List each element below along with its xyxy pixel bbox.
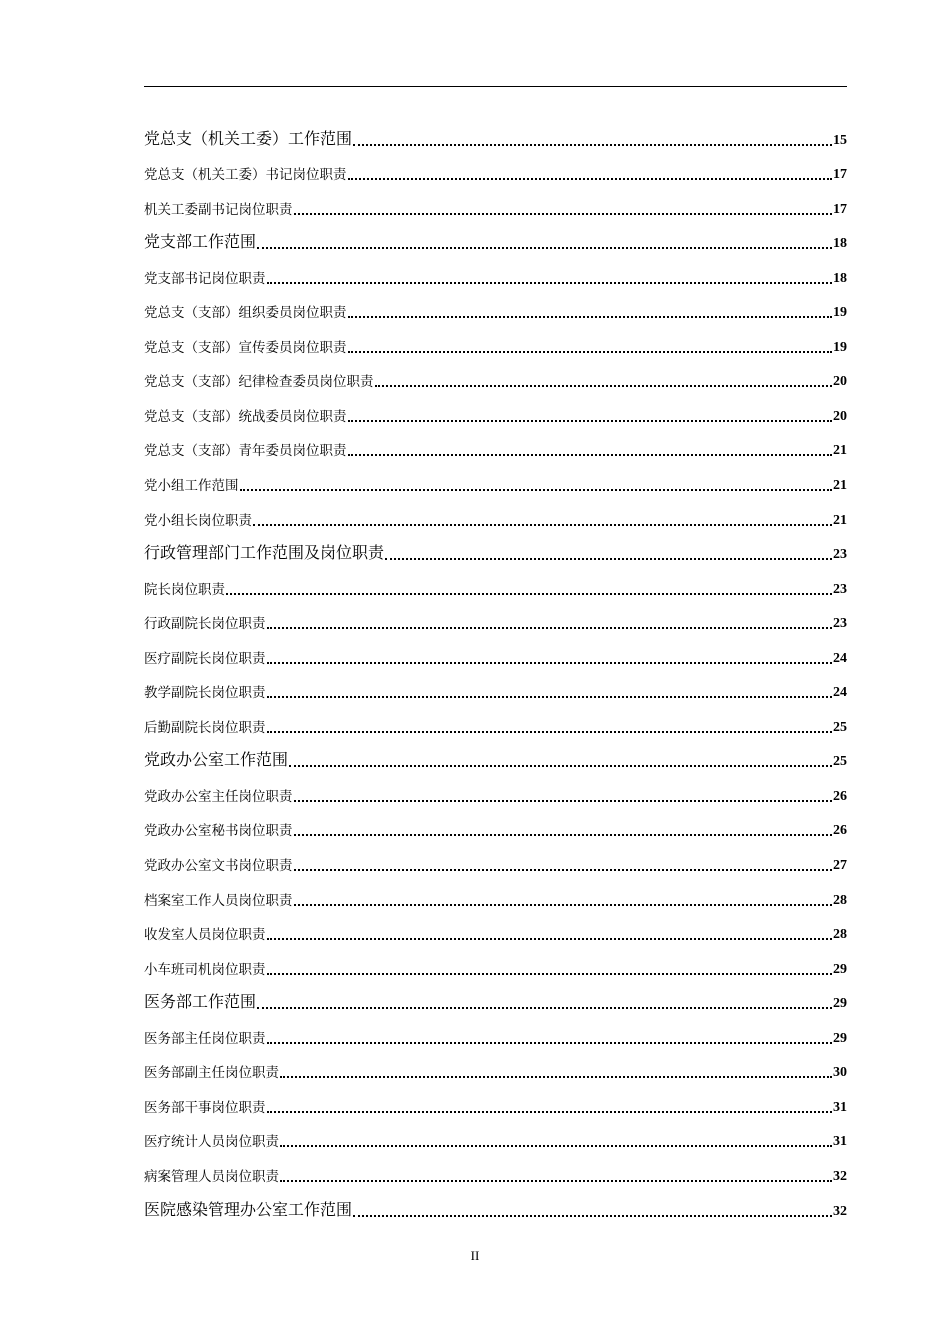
toc-entry-title: 党总支（机关工委）工作范围	[144, 128, 353, 148]
toc-entry[interactable]	[144, 845, 847, 880]
toc-entry-page-number: 19	[833, 305, 847, 321]
toc-entry[interactable]	[144, 293, 847, 328]
toc-entry-title: 病案管理人员岗位职责	[144, 1168, 279, 1185]
toc-entry-page-number: 21	[833, 443, 847, 459]
toc-entry-title: 党支部工作范围	[144, 232, 257, 252]
dot-leader	[267, 1042, 833, 1044]
toc-entry-title: 医务部主任岗位职责	[144, 1030, 266, 1047]
dot-leader	[375, 385, 833, 387]
toc-entry-title: 党政办公室工作范围	[144, 750, 289, 770]
dot-leader	[267, 627, 833, 629]
toc-entry-title: 院长岗位职责	[144, 581, 225, 598]
dot-leader	[294, 834, 833, 836]
dot-leader	[294, 213, 833, 215]
toc-entry-page-number: 20	[833, 374, 847, 390]
toc-entry[interactable]	[144, 638, 847, 673]
toc-entry-title: 党小组工作范围	[144, 478, 239, 495]
dot-leader	[267, 282, 833, 284]
toc-entry-title: 收发室人员岗位职责	[144, 927, 266, 944]
toc-entry[interactable]	[144, 811, 847, 846]
toc-entry-page-number: 17	[833, 167, 847, 183]
toc-entry-page-number: 24	[833, 685, 847, 701]
toc-entry-page-number: 15	[833, 132, 847, 148]
toc-entry-page-number: 29	[833, 961, 847, 977]
toc-entry-title: 档案室工作人员岗位职责	[144, 892, 293, 909]
toc-section-entry[interactable]	[144, 224, 847, 259]
toc-entry[interactable]	[144, 915, 847, 950]
toc-entry-title: 党总支（支部）统战委员岗位职责	[144, 408, 347, 425]
toc-entry-title: 党支部书记岗位职责	[144, 270, 266, 287]
toc-entry[interactable]	[144, 673, 847, 708]
footer-page-number: II	[470, 1248, 480, 1263]
dot-leader	[267, 696, 833, 698]
toc-entry[interactable]	[144, 1122, 847, 1157]
toc-entry-page-number: 27	[833, 858, 847, 874]
toc-entry-page-number: 28	[833, 927, 847, 943]
dot-leader	[289, 765, 832, 767]
dot-leader	[348, 454, 833, 456]
toc-entry-title: 医院感染管理办公室工作范围	[144, 1199, 353, 1219]
toc-entry-page-number: 26	[833, 823, 847, 839]
toc-entry-page-number: 30	[833, 1065, 847, 1081]
toc-entry-title: 行政管理部门工作范围及岗位职责	[144, 543, 385, 563]
dot-leader	[226, 593, 832, 595]
toc-entry[interactable]	[144, 1053, 847, 1088]
toc-entry-page-number: 29	[833, 1030, 847, 1046]
toc-entry[interactable]	[144, 776, 847, 811]
toc-entry[interactable]	[144, 569, 847, 604]
toc-entry-title: 医疗副院长岗位职责	[144, 650, 266, 667]
dot-leader	[267, 1111, 833, 1113]
dot-leader	[240, 489, 833, 491]
toc-entry-title: 医务部工作范围	[144, 992, 257, 1012]
toc-entry[interactable]	[144, 880, 847, 915]
toc-entry[interactable]	[144, 1156, 847, 1191]
dot-leader	[348, 178, 833, 180]
toc-entry[interactable]	[144, 327, 847, 362]
toc-entry-page-number: 25	[833, 719, 847, 735]
toc-entry-title: 机关工委副书记岗位职责	[144, 201, 293, 218]
dot-leader	[267, 938, 833, 940]
dot-leader	[348, 420, 833, 422]
toc-entry-title: 医务部干事岗位职责	[144, 1099, 266, 1116]
dot-leader	[385, 558, 832, 560]
toc-entry-title: 教学副院长岗位职责	[144, 685, 266, 702]
toc-entry-title: 党总支（支部）青年委员岗位职责	[144, 443, 347, 460]
toc-entry-page-number: 17	[833, 201, 847, 217]
dot-leader	[267, 731, 833, 733]
toc-entry-page-number: 19	[833, 339, 847, 355]
header-rule	[144, 86, 847, 87]
toc-entry[interactable]	[144, 465, 847, 500]
toc-entry[interactable]	[144, 155, 847, 190]
toc-entry-title: 党总支（支部）宣传委员岗位职责	[144, 339, 347, 356]
dot-leader	[353, 1215, 832, 1217]
toc-entry[interactable]	[144, 362, 847, 397]
toc-entry-page-number: 18	[833, 236, 847, 252]
toc-entry-title: 党政办公室主任岗位职责	[144, 788, 293, 805]
toc-entry-title: 行政副院长岗位职责	[144, 616, 266, 633]
dot-leader	[253, 524, 832, 526]
toc-entry-page-number: 32	[833, 1168, 847, 1184]
dot-leader	[267, 973, 833, 975]
toc-entry-title: 小车班司机岗位职责	[144, 961, 266, 978]
toc-entry-page-number: 31	[833, 1099, 847, 1115]
toc-entry-page-number: 25	[833, 754, 847, 770]
toc-entry-page-number: 23	[833, 581, 847, 597]
toc-entry-title: 后勤副院长岗位职责	[144, 719, 266, 736]
toc-section-entry[interactable]	[144, 1191, 847, 1226]
toc-entry-title: 医疗统计人员岗位职责	[144, 1134, 279, 1151]
dot-leader	[348, 351, 833, 353]
toc-entry-title: 医务部副主任岗位职责	[144, 1065, 279, 1082]
toc-entry[interactable]	[144, 258, 847, 293]
dot-leader	[257, 1007, 832, 1009]
dot-leader	[280, 1180, 832, 1182]
toc-entry-page-number: 21	[833, 512, 847, 528]
dot-leader	[353, 144, 832, 146]
toc-entry-page-number: 26	[833, 788, 847, 804]
dot-leader	[294, 800, 833, 802]
dot-leader	[257, 247, 832, 249]
toc-section-entry[interactable]	[144, 742, 847, 777]
dot-leader	[294, 904, 833, 906]
toc-entry[interactable]	[144, 1087, 847, 1122]
toc-entry[interactable]	[144, 431, 847, 466]
dot-leader	[267, 662, 833, 664]
toc-entry-title: 党政办公室秘书岗位职责	[144, 823, 293, 840]
table-of-contents	[144, 120, 847, 1226]
toc-entry-title: 党总支（支部）纪律检查委员岗位职责	[144, 374, 374, 391]
toc-entry-page-number: 32	[833, 1203, 847, 1219]
toc-entry-page-number: 24	[833, 650, 847, 666]
toc-entry-title: 党小组长岗位职责	[144, 512, 252, 529]
toc-entry-page-number: 23	[833, 616, 847, 632]
toc-section-entry[interactable]	[144, 535, 847, 570]
toc-entry-page-number: 21	[833, 478, 847, 494]
toc-entry-title: 党总支（机关工委）书记岗位职责	[144, 167, 347, 184]
toc-section-entry[interactable]	[144, 120, 847, 155]
toc-entry-page-number: 20	[833, 408, 847, 424]
toc-entry[interactable]	[144, 500, 847, 535]
toc-entry[interactable]	[144, 949, 847, 984]
dot-leader	[294, 869, 833, 871]
toc-entry-page-number: 29	[833, 996, 847, 1012]
toc-entry[interactable]	[144, 707, 847, 742]
toc-entry-page-number: 18	[833, 270, 847, 286]
toc-entry-title: 党总支（支部）组织委员岗位职责	[144, 305, 347, 322]
toc-entry[interactable]	[144, 396, 847, 431]
dot-leader	[280, 1145, 832, 1147]
toc-entry-page-number: 23	[833, 547, 847, 563]
toc-section-entry[interactable]	[144, 984, 847, 1019]
toc-entry-page-number: 28	[833, 892, 847, 908]
toc-entry[interactable]	[144, 189, 847, 224]
dot-leader	[348, 316, 833, 318]
dot-leader	[280, 1076, 832, 1078]
toc-entry[interactable]	[144, 604, 847, 639]
toc-entry[interactable]	[144, 1018, 847, 1053]
toc-entry-title: 党政办公室文书岗位职责	[144, 858, 293, 875]
toc-entry-page-number: 31	[833, 1134, 847, 1150]
